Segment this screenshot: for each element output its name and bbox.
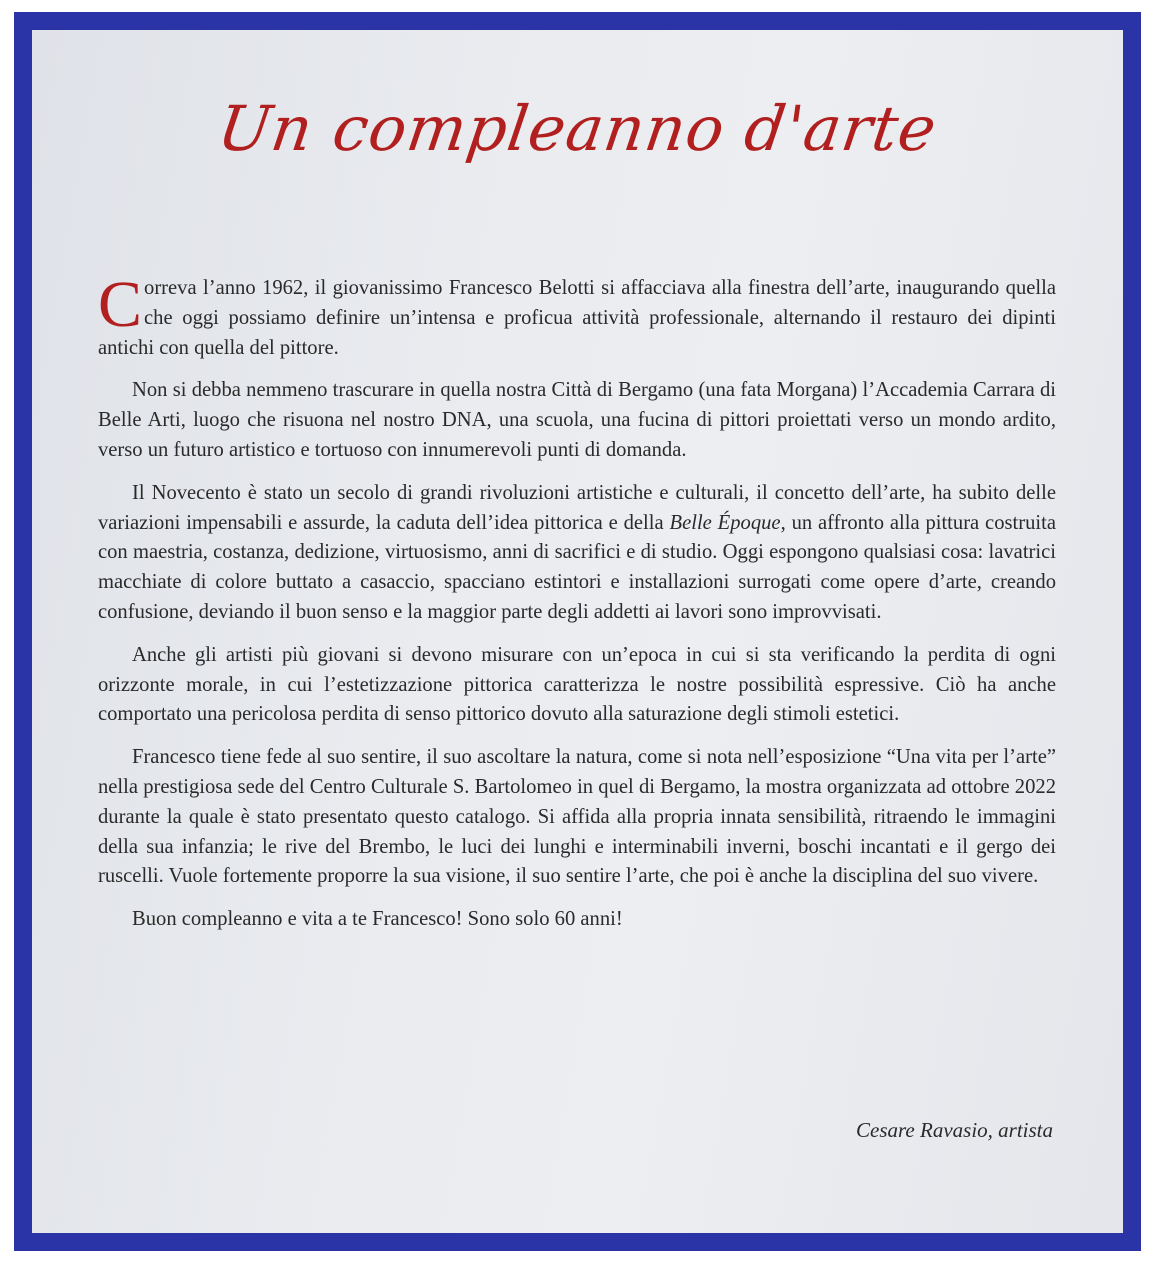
paragraph-closing: Buon compleanno e vita a te Francesco! Sono solo 60 anni! [132,908,623,931]
signature: Cesare Ravasio, artista [856,1118,1053,1142]
novecento-text-before: Il Novecento è stato un secolo di grandi rivoluzioni artistiche e culturali, il concetto dell’arte, ha subito delle variazioni impensabili e assurde, la caduta dell’idea pittorica e della [98,481,1056,534]
intro-text: orreva l’anno 1962, il giovanissimo Francesco Belotti si affacciava alla finestra dell’arte, inaugurando quella che oggi possiamo definire un’intensa e proficua attività professionale, alternando il restauro dei dipinti antichi con quella del pittore. [98,277,1056,359]
page-title: Un compleanno d'arte [213,92,942,165]
page-frame [14,12,1141,1251]
paragraph-novecento [98,479,1056,628]
paragraph-francesco: Francesco tiene fede al suo sentire, il suo ascoltare la natura, come si nota nell’esposizione “Una vita per l’arte” nella prestigiosa sede del Centro Culturale S. Bartolomeo in quel di Bergamo, la mostra organizzata ad ottobre 2022 durante la quale è stato presentato questo catalogo. Si affida alla propria innata sensibilità, ritraendo le immagini della sua infanzia; le rive del Brembo, le luci dei lunghi e interminabili inverni, boschi incantati e il gergo dei ruscelli. Vuole fortemente proporre la sua visione, il suo sentire l’arte, che poi è anche la disciplina del suo vivere. [98,746,1056,888]
paragraph-accademia: Non si debba nemmeno trascurare in quella nostra Città di Bergamo (una fata Morgana) l’Accademia Carrara di Belle Arti, luogo che risuona nel nostro DNA, una scuola, una fucina di pittori proiettati verso un mondo ardito, verso un futuro artistico e tortuoso con innumerevoli punti di domanda. [98,379,1056,461]
intro-paragraph [98,268,1056,363]
document-page [32,30,1123,1233]
novecento-italic: Belle Époque [669,511,781,534]
paragraph-giovani: Anche gli artisti più giovani si devono misurare con un’epoca in cui si sta verificando la perdita di ogni orizzonte morale, in cui l’estetizzazione pittorica caratterizza le nostre possibilità espressive. Ciò ha anche comportato una pericolosa perdita di senso pittorico dovuto alla saturazione degli stimoli estetici. [98,643,1056,726]
drop-cap: C [98,268,143,341]
article-body [98,268,1056,948]
novecento-text-after: , un affronto alla pittura costruita con maestria, costanza, dedizione, virtuosismo, anni di sacrifici e di studio. Oggi espongono qualsiasi cosa: lavatrici macchiate di colore buttato a casaccio, spacciano estintori e installazioni surrogati come opere d’arte, creando confusione, deviando il buon senso e la maggior parte degli addetti ai lavori sono improvvisati. [98,511,1056,623]
